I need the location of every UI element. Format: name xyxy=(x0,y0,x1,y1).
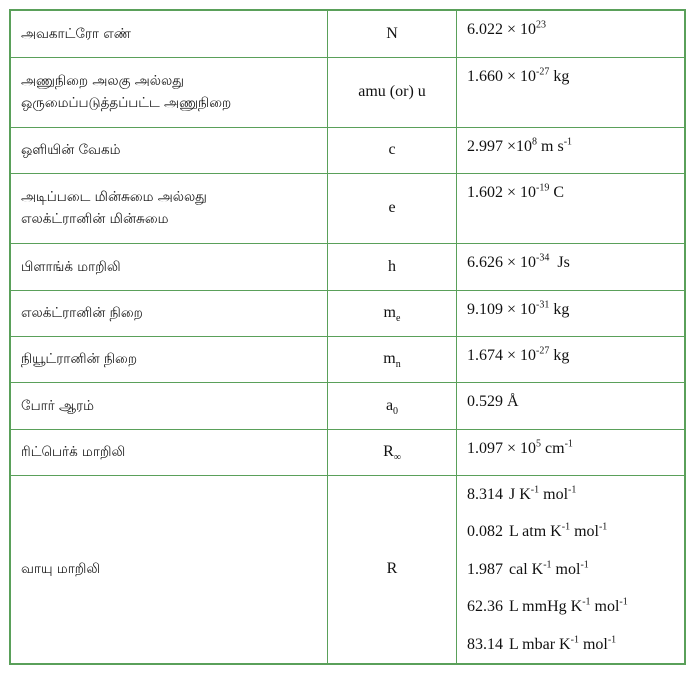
value-exponent: -27 xyxy=(536,66,550,78)
value-exponent: -31 xyxy=(536,299,550,311)
value-mantissa: 1.602 × 10 xyxy=(467,183,537,201)
constant-symbol xyxy=(383,304,401,325)
table-row xyxy=(10,290,685,336)
unit-exponent: -1 xyxy=(530,484,540,496)
constant-symbol: h xyxy=(388,257,396,275)
constant-symbol: N xyxy=(386,24,398,42)
value-unit: mol xyxy=(570,523,599,541)
constant-name-line: எலக்ட்ரானின் மின்சுமை xyxy=(21,211,169,227)
constant-symbol-cell xyxy=(328,429,457,475)
constant-symbol xyxy=(385,396,399,417)
table-row xyxy=(10,127,685,173)
value-exponent: 5 xyxy=(536,438,542,450)
value-unit: L mmHg K xyxy=(509,598,583,616)
value-number: 83.14 xyxy=(467,635,503,653)
constant-value xyxy=(467,128,684,156)
constant-symbol-cell xyxy=(328,336,457,382)
constant-name-cell xyxy=(10,10,328,57)
unit-exponent: -1 xyxy=(570,634,579,646)
unit-exponent: -1 xyxy=(561,521,571,533)
constant-name-cell xyxy=(10,382,328,429)
constant-value: 0.529 Å xyxy=(467,392,519,410)
unit-exponent: -1 xyxy=(607,634,617,646)
constant-value xyxy=(467,174,684,202)
constant-name-cell xyxy=(10,243,328,290)
constant-name-line: அணுநிறை அலகு அல்லது xyxy=(21,73,184,89)
constants-table xyxy=(9,9,686,665)
constant-name: வாயு மாறிலி xyxy=(21,561,101,578)
gas-constant-value xyxy=(467,551,684,589)
value-mantissa: 2.997 ×10 xyxy=(467,137,533,155)
constant-value-cell xyxy=(457,382,686,429)
symbol-subscript: n xyxy=(395,359,401,371)
constant-name: ரிட்பெர்க் மாறிலி xyxy=(21,444,126,460)
constant-value-cell xyxy=(457,290,686,336)
constant-name-line: ஒருமைப்படுத்தப்பட்ட அணுநிறை xyxy=(21,95,232,111)
constant-name: பிளாங்க் மாறிலி xyxy=(21,258,121,275)
constant-symbol xyxy=(383,443,401,464)
value-unit: mol xyxy=(590,598,620,616)
value-exponent: 8 xyxy=(532,136,538,148)
constant-symbol-cell xyxy=(328,243,457,290)
table-row xyxy=(10,173,685,243)
value-unit: kg xyxy=(549,300,570,318)
unit-exponent: -1 xyxy=(568,484,577,496)
value-unit: mol xyxy=(578,635,608,653)
table-row xyxy=(10,475,685,664)
constant-name-cell xyxy=(10,290,328,336)
value-unit: kg xyxy=(549,67,570,85)
value-exponent: 23 xyxy=(536,19,547,31)
value-unit: kg xyxy=(549,346,570,364)
constant-name: அவகாட்ரோ எண் xyxy=(21,25,131,42)
constant-name-cell xyxy=(10,127,328,173)
constant-name-cell xyxy=(10,429,328,475)
gas-constant-value xyxy=(467,476,684,514)
gas-constant-value xyxy=(467,513,684,551)
constant-symbol-cell xyxy=(328,57,457,127)
constant-value xyxy=(467,58,684,86)
constant-value-cell xyxy=(457,10,686,57)
value-unit: C xyxy=(549,183,565,201)
constant-symbol-cell xyxy=(328,173,457,243)
constant-value xyxy=(467,291,684,319)
constant-value-cell xyxy=(457,475,686,664)
constant-name-line: அடிப்படை மின்சுமை அல்லது xyxy=(21,189,207,205)
constant-symbol: amu (or) u xyxy=(358,83,426,100)
constant-value xyxy=(467,244,684,272)
unit-exponent: -1 xyxy=(582,596,591,608)
constant-name: எலக்ட்ரானின் நிறை xyxy=(21,305,143,321)
value-unit: L atm K xyxy=(509,523,562,541)
constant-symbol: R xyxy=(386,560,398,578)
value-mantissa: 9.109 × 10 xyxy=(467,300,537,318)
constant-value-cell xyxy=(457,173,686,243)
table-row xyxy=(10,382,685,429)
value-mantissa: 1.660 × 10 xyxy=(467,67,537,85)
constant-value-cell xyxy=(457,127,686,173)
table-row xyxy=(10,57,685,127)
unit-exponent: -1 xyxy=(564,438,573,450)
table-row xyxy=(10,429,685,475)
value-unit: mol xyxy=(539,485,569,503)
value-mantissa: 1.674 × 10 xyxy=(467,346,537,364)
unit-exponent: -1 xyxy=(543,559,552,571)
constant-symbol-cell xyxy=(328,475,457,664)
value-unit: J K xyxy=(509,485,531,503)
table-row xyxy=(10,10,685,57)
value-number: 62.36 xyxy=(467,598,503,616)
constant-value xyxy=(467,430,684,458)
constant-value-cell xyxy=(457,243,686,290)
constant-symbol-cell xyxy=(328,290,457,336)
unit-exponent: -1 xyxy=(563,136,573,148)
symbol-subscript: ∞ xyxy=(393,452,401,464)
constant-value-cell xyxy=(457,57,686,127)
value-unit: Js xyxy=(549,253,570,271)
constant-name: ஒளியின் வேகம் xyxy=(21,142,121,158)
unit-exponent: -1 xyxy=(580,559,589,571)
gas-constant-value xyxy=(467,588,684,626)
gas-constant-value xyxy=(467,626,684,664)
constant-symbol-cell xyxy=(328,382,457,429)
value-unit: cal K xyxy=(509,560,544,578)
constant-value xyxy=(467,11,684,39)
constant-value xyxy=(467,337,684,365)
value-mantissa: 6.022 × 10 xyxy=(467,21,537,38)
value-mantissa: 1.097 × 10 xyxy=(467,439,537,457)
table-row xyxy=(10,336,685,382)
constant-symbol-cell xyxy=(328,127,457,173)
value-unit: mol xyxy=(551,560,581,578)
value-exponent: -34 xyxy=(536,252,550,264)
value-unit: cm xyxy=(541,439,565,457)
table-row xyxy=(10,243,685,290)
symbol-base: m xyxy=(383,350,396,367)
constant-symbol: e xyxy=(388,199,396,216)
constant-symbol: c xyxy=(388,141,396,158)
value-number: 8.314 xyxy=(467,485,503,503)
constant-name-cell xyxy=(10,57,328,127)
constant-name-cell xyxy=(10,173,328,243)
constant-name-cell xyxy=(10,336,328,382)
constant-name: போர் ஆரம் xyxy=(21,397,94,414)
value-mantissa: 6.626 × 10 xyxy=(467,253,537,271)
symbol-base: R xyxy=(383,443,394,460)
constant-symbol xyxy=(383,350,401,371)
symbol-subscript: 0 xyxy=(393,405,399,417)
constant-name-cell xyxy=(10,475,328,664)
unit-exponent: -1 xyxy=(619,596,628,608)
constant-value-cell xyxy=(457,336,686,382)
value-unit: m s xyxy=(537,137,564,155)
constant-value-cell xyxy=(457,429,686,475)
symbol-base: m xyxy=(383,304,396,321)
unit-exponent: -1 xyxy=(598,521,608,533)
symbol-base: a xyxy=(385,396,394,414)
constant-symbol-cell xyxy=(328,10,457,57)
constant-name: நியூட்ரானின் நிறை xyxy=(21,351,138,367)
value-exponent: -19 xyxy=(536,182,550,194)
value-unit: L mbar K xyxy=(509,635,571,653)
value-number: 1.987 xyxy=(467,560,503,578)
value-exponent: -27 xyxy=(536,345,550,357)
symbol-subscript: e xyxy=(396,313,401,325)
value-number: 0.082 xyxy=(467,523,503,541)
